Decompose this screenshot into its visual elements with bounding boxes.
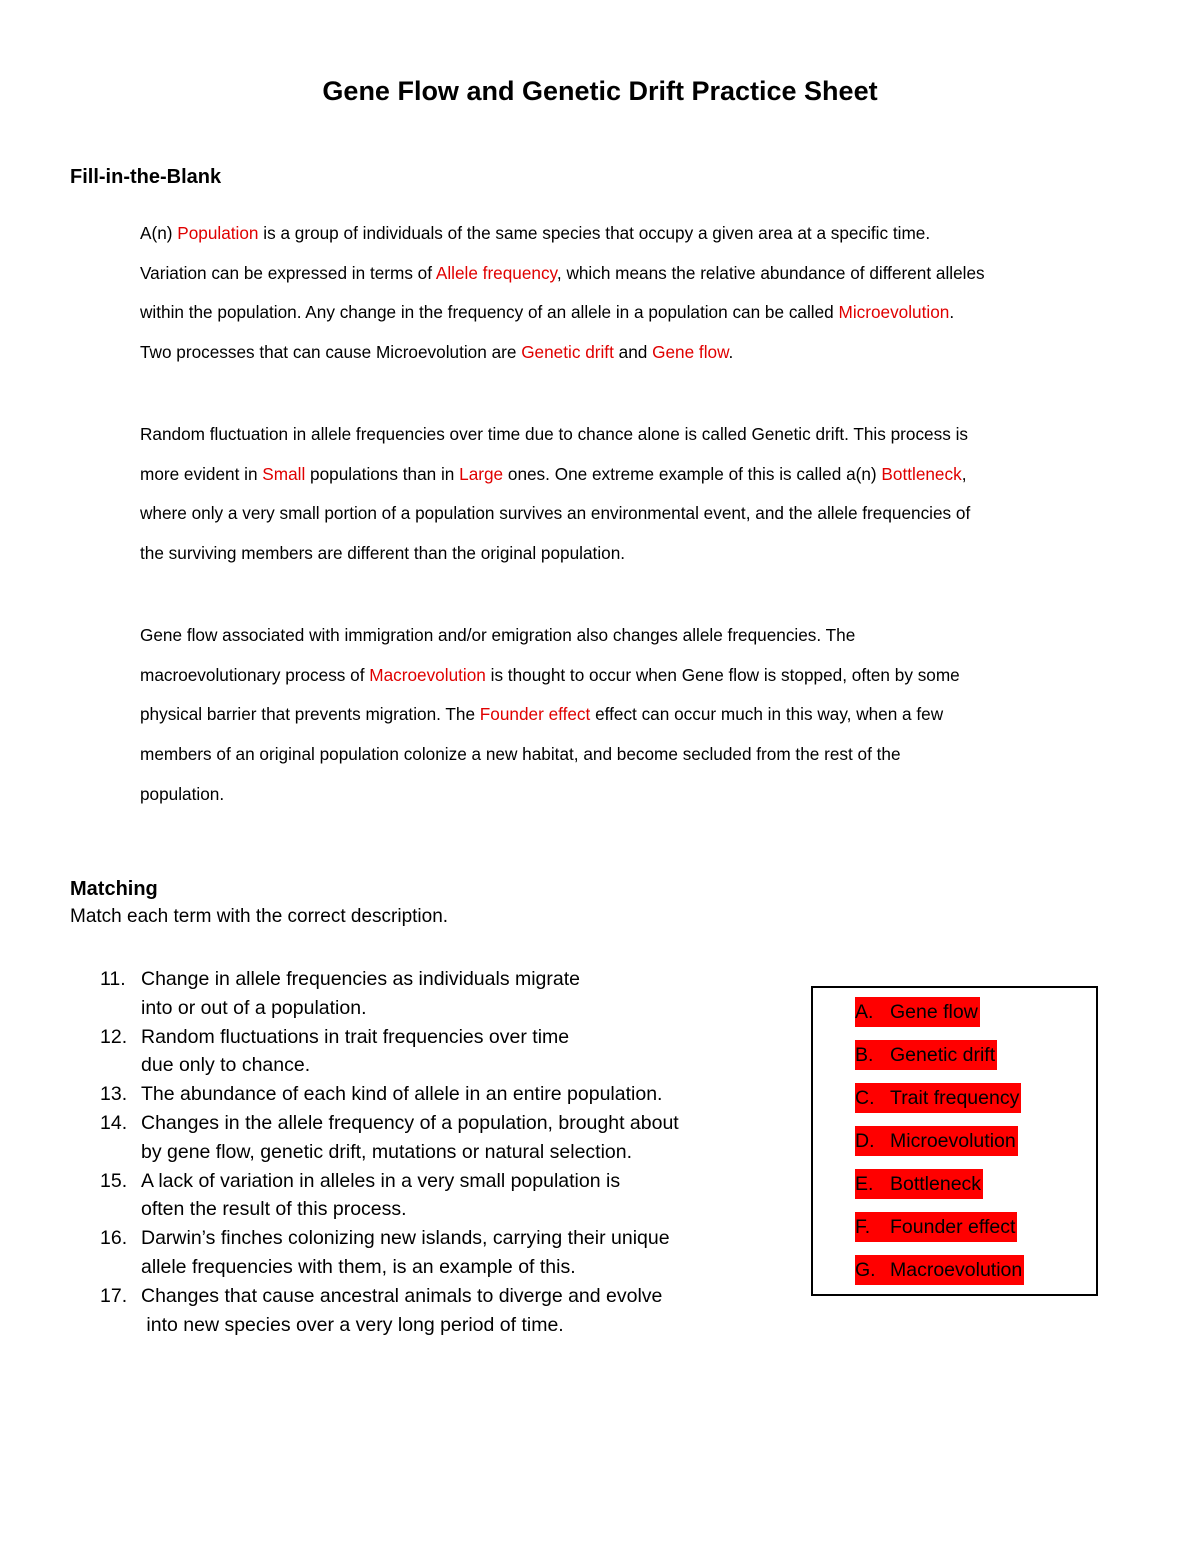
question-number: 11. <box>100 968 126 990</box>
text-line <box>140 695 1140 735</box>
matching-question <box>100 1080 780 1109</box>
answer-founder-effect: Founder effect <box>479 704 591 725</box>
question-line: A lack of variation in alleles in a very small population is <box>141 1169 621 1192</box>
option-term: Gene flow <box>890 1001 978 1023</box>
text-run: populations than in <box>305 463 460 484</box>
question-text <box>141 1080 780 1109</box>
page-title: Gene Flow and Genetic Drift Practice Sheet <box>322 76 878 106</box>
question-line: by gene flow, genetic drift, mutations or natural selection. <box>141 1140 633 1163</box>
matching-question <box>100 1167 780 1225</box>
option-g <box>855 1255 1024 1285</box>
option-letter: B. <box>855 1044 874 1066</box>
matching-heading: Matching <box>70 878 158 900</box>
question-text <box>141 1224 780 1282</box>
question-line: into or out of a population. <box>141 996 367 1019</box>
option-e <box>855 1169 983 1199</box>
question-line: Changes in the allele frequency of a population, brought about <box>141 1111 679 1134</box>
answer-large: Large <box>459 463 504 484</box>
fill-in-heading: Fill-in-the-Blank <box>70 166 222 188</box>
text-run: , which means the relative abundance of different alleles <box>556 262 985 283</box>
text-run: within the population. Any change in the frequency of an allele in a population can be called <box>140 302 839 323</box>
question-line: into new species over a very long period of time. <box>141 1313 564 1336</box>
text-run: is a group of individuals of the same species that occupy a given area at a specific time. <box>258 223 931 243</box>
option-term: Trait frequency <box>890 1087 1020 1109</box>
text-run: Two processes that can cause Microevolution are <box>140 342 522 363</box>
answer-macroevolution: Macroevolution <box>369 664 486 685</box>
question-line: Changes that cause ancestral animals to diverge and evolve <box>141 1284 663 1307</box>
text-run: physical barrier that prevents migration. The <box>140 704 480 725</box>
question-line: due only to chance. <box>141 1054 311 1077</box>
text-line <box>140 656 1140 696</box>
question-line: Change in allele frequencies as individuals migrate <box>141 968 581 990</box>
question-text <box>141 1109 780 1167</box>
text-run: macroevolutionary process of <box>140 664 370 685</box>
matching-options-box <box>811 986 1098 1296</box>
text-line <box>140 214 1140 254</box>
question-text <box>141 1282 780 1340</box>
question-text <box>141 1167 780 1225</box>
matching-question-list <box>100 965 780 1339</box>
option-c <box>855 1083 1021 1113</box>
text-run: Variation can be expressed in terms of <box>140 262 436 283</box>
option-letter: D. <box>855 1130 875 1152</box>
text-run: and <box>613 342 653 363</box>
option-a <box>855 997 980 1027</box>
option-letter: G. <box>855 1259 876 1281</box>
question-text <box>141 1023 780 1081</box>
text-run: . <box>949 302 955 323</box>
text-run: . <box>728 342 734 363</box>
matching-instruction: Match each term with the correct description. <box>70 906 449 927</box>
option-b <box>855 1040 997 1070</box>
question-number: 15. <box>100 1169 128 1192</box>
text-line <box>140 254 1140 294</box>
text-line: population. <box>140 783 225 804</box>
text-run: effect can occur much in this way, when a few <box>590 704 944 725</box>
text-run: is thought to occur when Gene flow is stopped, often by some <box>485 664 960 685</box>
answer-gene-flow: Gene flow <box>652 342 729 363</box>
answer-bottleneck: Bottleneck <box>881 463 962 484</box>
question-line: Darwin’s finches colonizing new islands, carrying their unique <box>141 1227 670 1250</box>
text-run: ones. One extreme example of this is called a(n) <box>503 463 882 484</box>
option-letter: A. <box>855 1001 874 1023</box>
text-line: Gene flow associated with immigration and/or emigration also changes allele frequencies. The <box>140 625 856 645</box>
question-line: Random fluctuations in trait frequencies over time <box>141 1025 570 1048</box>
matching-question <box>100 1109 780 1167</box>
question-line: The abundance of each kind of allele in an entire population. <box>141 1083 663 1106</box>
question-line: often the result of this process. <box>141 1198 407 1221</box>
text-run: A(n) <box>140 223 178 243</box>
option-f <box>855 1212 1017 1242</box>
text-run: , <box>961 463 967 484</box>
answer-population: Population <box>177 223 259 243</box>
option-letter: E. <box>855 1173 874 1195</box>
question-number: 13. <box>100 1083 128 1106</box>
answer-small: Small <box>262 463 306 484</box>
option-letter: F. <box>855 1216 871 1238</box>
matching-question <box>100 1224 780 1282</box>
text-run: more evident in <box>140 463 263 484</box>
answer-genetic-drift: Genetic drift <box>521 342 614 363</box>
option-term: Genetic drift <box>890 1044 996 1066</box>
option-letter: C. <box>855 1087 875 1109</box>
fill-in-paragraph-2 <box>140 415 1140 574</box>
question-text <box>141 965 780 1023</box>
option-term: Macroevolution <box>890 1259 1023 1281</box>
option-term: Founder effect <box>890 1216 1016 1238</box>
option-d <box>855 1126 1018 1156</box>
matching-question <box>100 1023 780 1081</box>
option-term: Bottleneck <box>890 1173 982 1195</box>
answer-microevolution: Microevolution <box>838 302 950 323</box>
fill-in-paragraph-3 <box>140 616 1140 815</box>
answer-allele-frequency: Allele frequency <box>435 262 557 283</box>
question-line: allele frequencies with them, is an example of this. <box>141 1255 576 1278</box>
text-line <box>140 293 1140 333</box>
question-number: 17. <box>100 1284 128 1307</box>
text-line: members of an original population colonize a new habitat, and become secluded from the rest of the <box>140 744 901 765</box>
question-number: 16. <box>100 1227 128 1250</box>
matching-question <box>100 965 780 1023</box>
question-number: 12. <box>100 1025 128 1048</box>
text-line: the surviving members are different than the original population. <box>140 543 626 564</box>
fill-in-paragraph-1 <box>140 214 1140 373</box>
option-term: Microevolution <box>890 1130 1016 1152</box>
question-number: 14. <box>100 1111 128 1134</box>
text-line: where only a very small portion of a population survives an environmental event, and the allele frequencies of <box>140 503 971 524</box>
text-line <box>140 333 1140 373</box>
text-line: Random fluctuation in allele frequencies over time due to chance alone is called Genetic drift. This process is <box>140 424 968 444</box>
matching-question <box>100 1282 780 1340</box>
text-line <box>140 455 1140 495</box>
